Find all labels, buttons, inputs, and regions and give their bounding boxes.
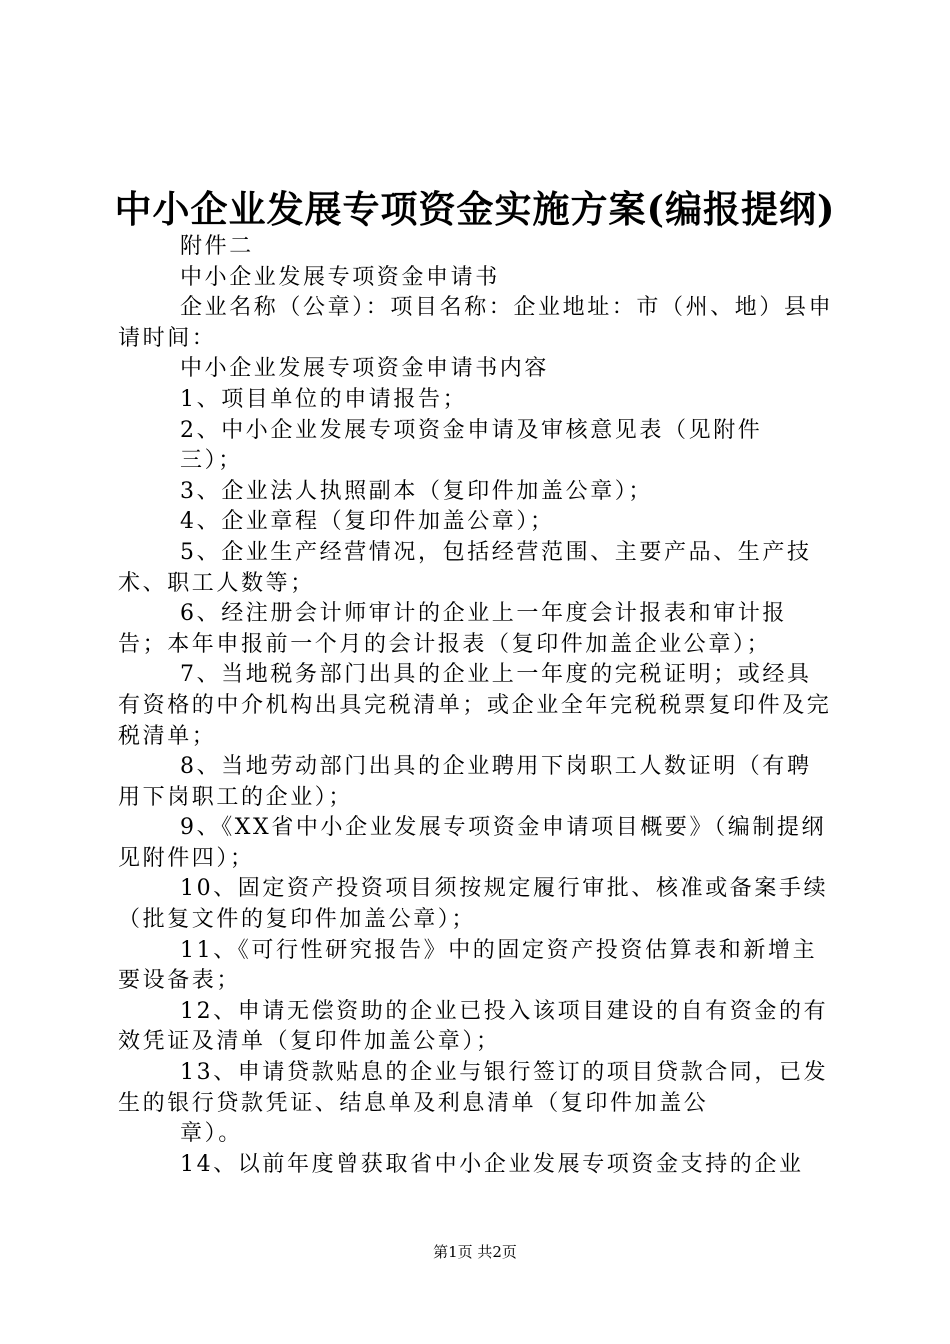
paragraph-item-9: 9、《XX省中小企业发展专项资金申请项目概要》（编制提纲见附件四）；	[118, 815, 827, 871]
paragraph-item-2-continued: 三）；	[180, 448, 243, 474]
page-indicator: 第1页 共2页	[433, 1243, 517, 1261]
paragraph-item-14: 14、以前年度曾获取省中小企业发展专项资金支持的企业	[180, 1151, 804, 1177]
paragraph-item-4: 4、企业章程（复印件加盖公章）；	[180, 509, 555, 535]
paragraph-item-7: 7、当地税务部门出具的企业上一年度的完税证明；或经具有资格的中介机构出具完税清单；或企业全年完税税票复印件及完税清单；	[118, 662, 832, 749]
paragraph-item-10: 10、固定资产投资项目须按规定履行审批、核准或备案手续（批复文件的复印件加盖公章）；	[118, 876, 829, 933]
paragraph-item-6: 6、经注册会计师审计的企业上一年度会计报表和审计报告；本年申报前一个月的会计报表（复印件加盖企业公章）；	[118, 601, 787, 657]
document-body	[118, 232, 834, 1180]
paragraph-application-heading: 中小企业发展专项资金申请书	[180, 264, 500, 290]
paragraph-item-2: 2、中小企业发展专项资金申请及审核意见表（见附件	[180, 417, 763, 443]
paragraph-item-13-continued: 章）。	[180, 1121, 243, 1147]
paragraph-item-3: 3、企业法人执照副本（复印件加盖公章）；	[180, 478, 653, 504]
paragraph-item-1: 1、项目单位的申请报告；	[180, 386, 468, 412]
paragraph-item-5: 5、企业生产经营情况，包括经营范围、主要产品、生产技术、职工人数等；	[118, 539, 812, 596]
paragraph-company-info: 企业名称（公章）：项目名称：企业地址：市（州、地）县申请时间：	[118, 295, 834, 351]
paragraph-item-8: 8、当地劳动部门出具的企业聘用下岗职工人数证明（有聘用下岗职工的企业）；	[118, 754, 812, 810]
paragraph-attachment-label: 附件二	[180, 234, 254, 259]
paragraph-item-13: 13、申请贷款贴息的企业与银行签订的项目贷款合同，已发生的银行贷款凭证、结息单及利息清单（复印件加盖公	[118, 1060, 829, 1116]
paragraph-item-12: 12、申请无偿资助的企业已投入该项目建设的自有资金的有效凭证及清单（复印件加盖公章）；	[118, 998, 829, 1055]
paragraph-contents-heading: 中小企业发展专项资金申请书内容	[180, 356, 550, 382]
paragraph-item-11: 11、《可行性研究报告》中的固定资产投资估算表和新增主要设备表；	[118, 937, 818, 994]
document-title: 中小企业发展专项资金实施方案(编报提纲)	[114, 187, 836, 231]
